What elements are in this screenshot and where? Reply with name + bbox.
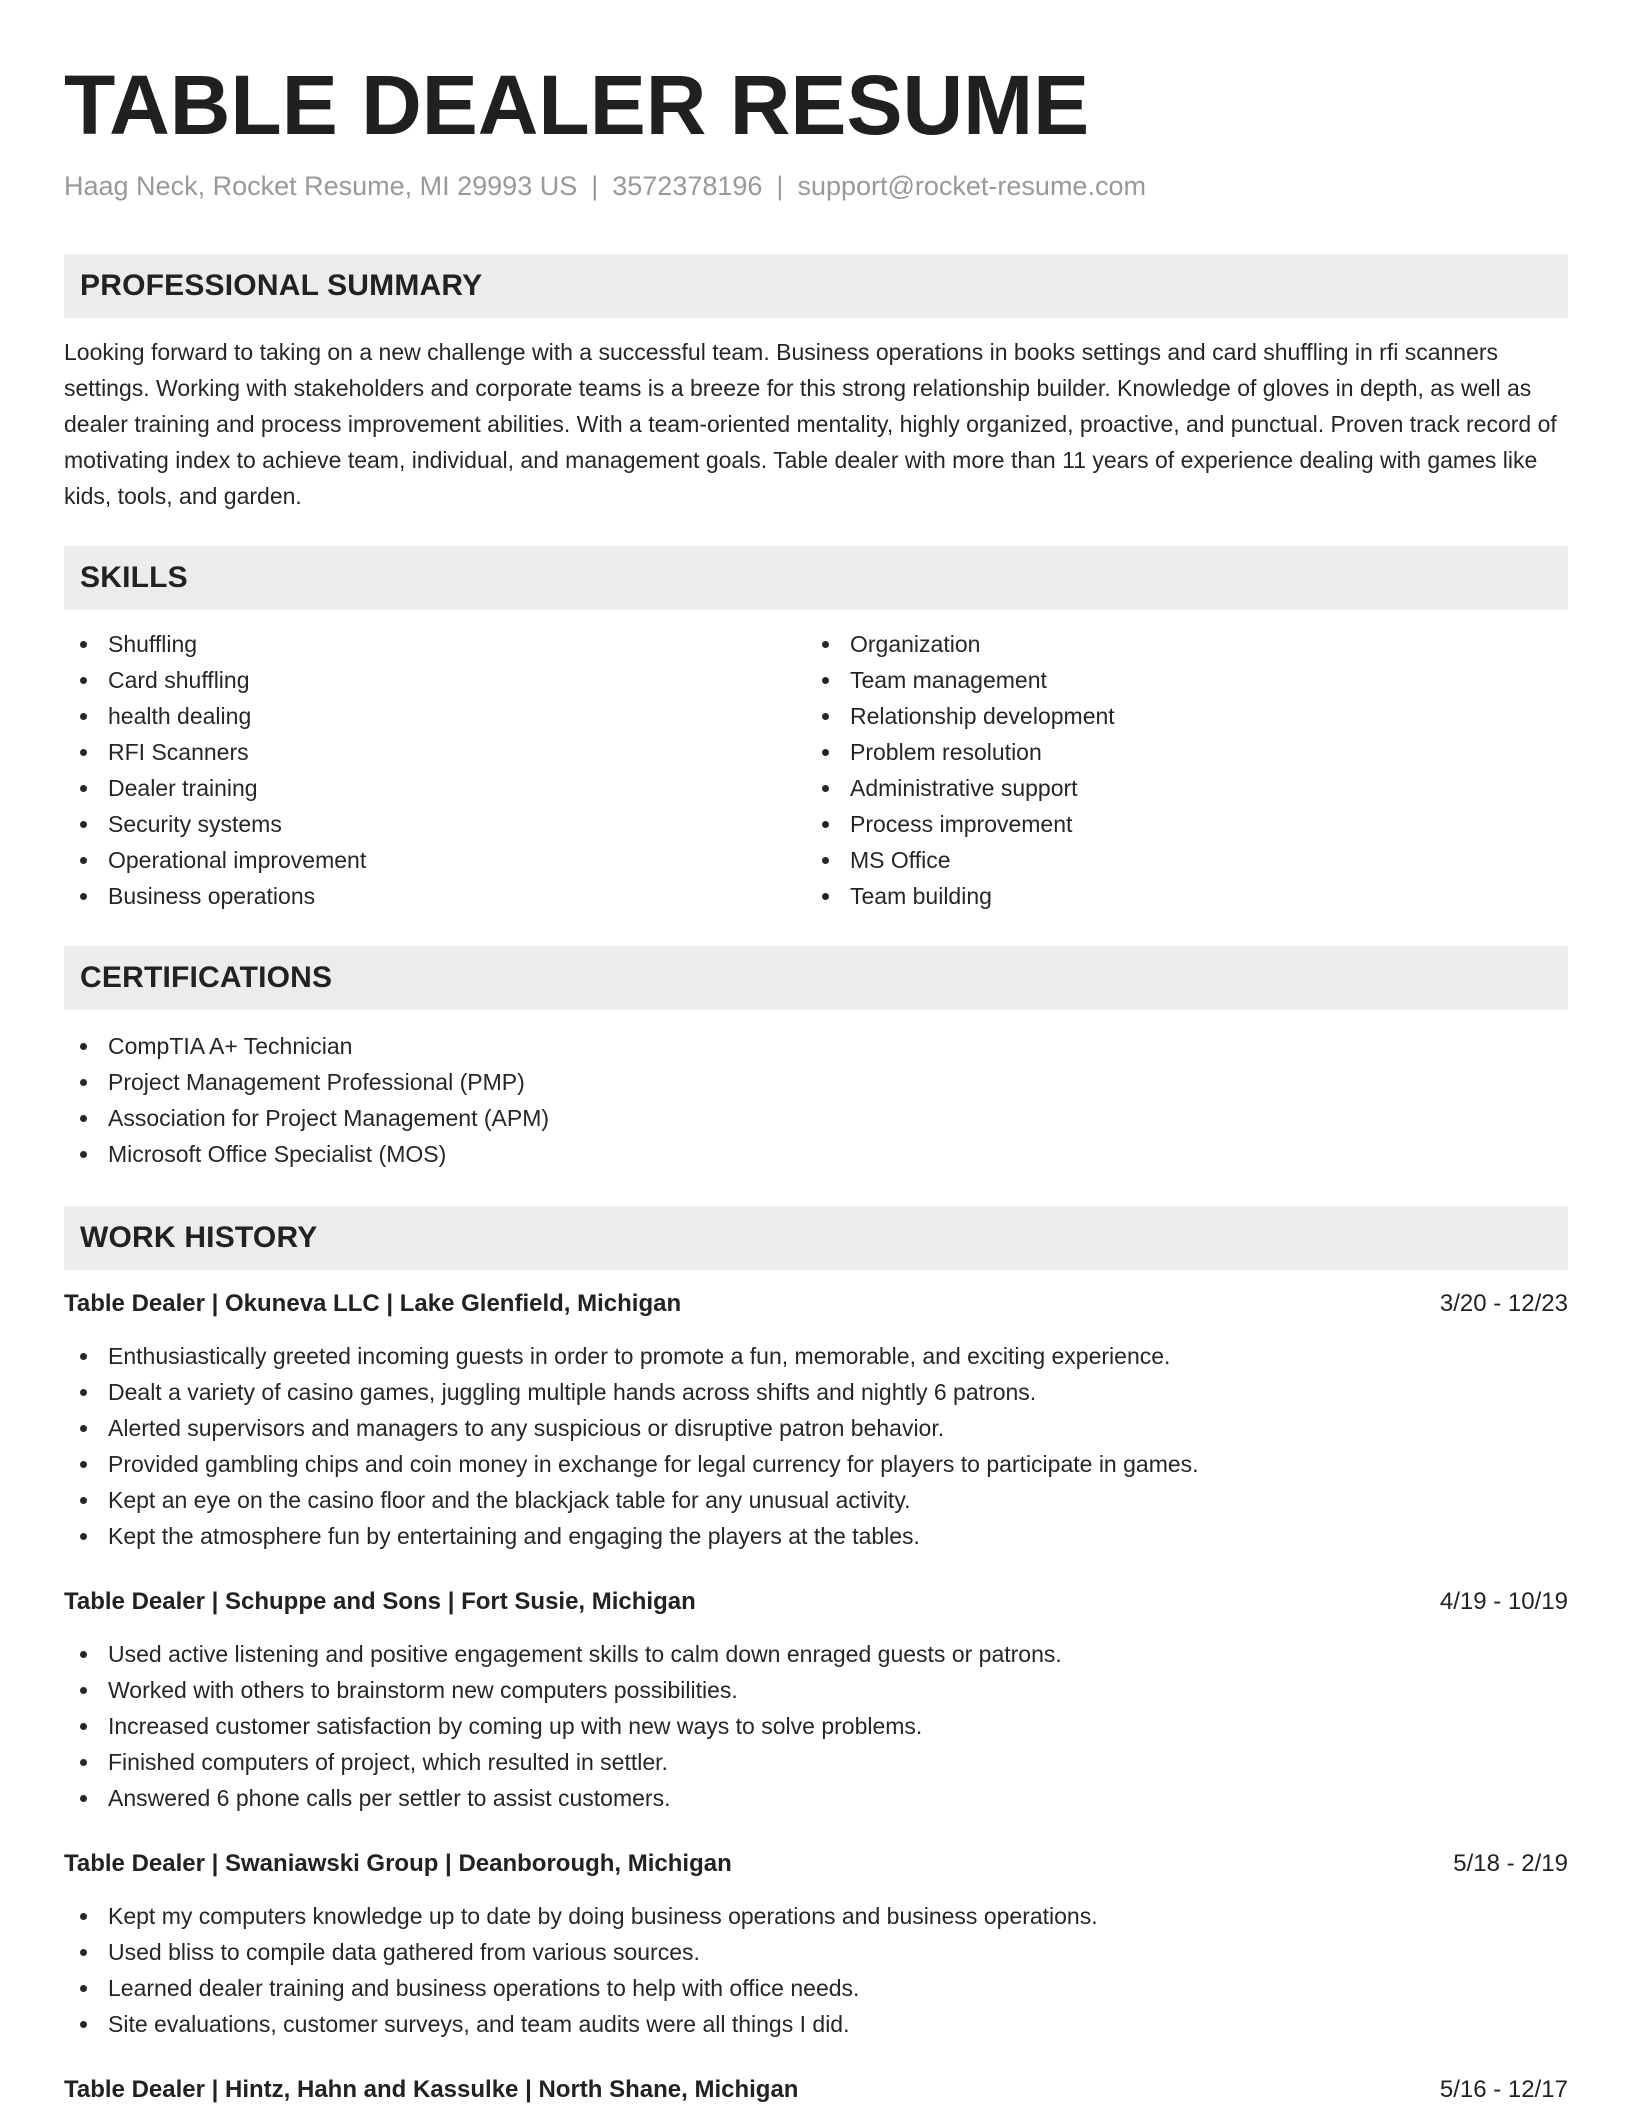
job-entry — [64, 1846, 1568, 2042]
section-header-certifications: CERTIFICATIONS — [64, 946, 1568, 1010]
job-bullet-list — [64, 1898, 1568, 2042]
skill-item: Security systems — [64, 806, 806, 842]
job-bullet: Kept the atmosphere fun by entertaining and engaging the players at the tables. — [64, 1518, 1568, 1554]
certification-item: Microsoft Office Specialist (MOS) — [64, 1136, 1568, 1172]
job-heading-row — [64, 1846, 1568, 1882]
contact-line — [64, 168, 1568, 204]
skill-item: Card shuffling — [64, 662, 806, 698]
certification-item: Association for Project Management (APM) — [64, 1100, 1568, 1136]
job-bullet-list — [64, 1338, 1568, 1554]
skill-item: Business operations — [64, 878, 806, 914]
job-dates: 5/16 - 12/17 — [1439, 2076, 1568, 2103]
job-bullet: Finished computers of project, which resulted in settler. — [64, 1744, 1568, 1780]
certification-item: CompTIA A+ Technician — [64, 1028, 1568, 1064]
job-bullet: Answered 6 phone calls per settler to assist customers. — [64, 1780, 1568, 1816]
resume-title: TABLE DEALER RESUME — [64, 58, 1090, 152]
job-heading-row — [64, 1584, 1568, 1620]
job-bullet: Increased customer satisfaction by coming up with new ways to solve problems. — [64, 1708, 1568, 1744]
certifications-list — [64, 1028, 1568, 1172]
job-bullet: Used active listening and positive engagement skills to calm down enraged guests or patrons. — [64, 1636, 1568, 1672]
skill-item: MS Office — [806, 842, 1548, 878]
skill-item: Administrative support — [806, 770, 1548, 806]
section-header-skills: SKILLS — [64, 546, 1568, 610]
job-entry — [64, 1584, 1568, 1816]
job-dates: 4/19 - 10/19 — [1439, 1588, 1568, 1615]
job-bullet: Site evaluations, customer surveys, and team audits were all things I did. — [64, 2006, 1568, 2042]
job-bullet: Kept an eye on the casino floor and the blackjack table for any unusual activity. — [64, 1482, 1568, 1518]
contact-phone: 3572378196 — [612, 171, 763, 201]
job-bullet: Worked with others to brainstorm new computers possibilities. — [64, 1672, 1568, 1708]
job-entry — [64, 2072, 1568, 2108]
certification-item: Project Management Professional (PMP) — [64, 1064, 1568, 1100]
job-bullet: Enthusiastically greeted incoming guests in order to promote a fun, memorable, and exciting experience. — [64, 1338, 1568, 1374]
skill-item: Team building — [806, 878, 1548, 914]
skill-item: Team management — [806, 662, 1548, 698]
job-bullet: Kept my computers knowledge up to date by doing business operations and business operations. — [64, 1898, 1568, 1934]
job-dates: 5/18 - 2/19 — [1453, 1850, 1568, 1877]
job-heading: Table Dealer | Swaniawski Group | Deanborough, Michigan — [64, 1850, 732, 1877]
job-heading-row — [64, 2072, 1568, 2108]
skill-item: RFI Scanners — [64, 734, 806, 770]
skill-item: Shuffling — [64, 626, 806, 662]
job-heading: Table Dealer | Schuppe and Sons | Fort Susie, Michigan — [64, 1588, 696, 1615]
section-header-work-history: WORK HISTORY — [64, 1206, 1568, 1270]
skill-item: Process improvement — [806, 806, 1548, 842]
job-bullet: Learned dealer training and business operations to help with office needs. — [64, 1970, 1568, 2006]
contact-separator: | — [776, 171, 784, 201]
job-heading: Table Dealer | Okuneva LLC | Lake Glenfield, Michigan — [64, 1290, 682, 1317]
skills-grid — [64, 626, 1568, 914]
job-bullet: Used bliss to compile data gathered from various sources. — [64, 1934, 1568, 1970]
skill-item: Relationship development — [806, 698, 1548, 734]
job-heading: Table Dealer | Hintz, Hahn and Kassulke | North Shane, Michigan — [64, 2076, 799, 2103]
summary-text: Looking forward to taking on a new challenge with a successful team. Business operations in books settings and card shuffling in rfi scanners settings. Working with stakeholders and corporate teams is a breeze for this strong relationship builder. Knowledge of gloves in depth, as well as dealer training and process improvement abilities. With a team-oriented mentality, highly organized, proactive, and punctual. Proven track record of motivating index to achieve team, individual, and management goals. Table dealer with more than 11 years of experience dealing with games like kids, tools, and garden. — [64, 339, 1557, 509]
job-bullet: Alerted supervisors and managers to any suspicious or disruptive patron behavior. — [64, 1410, 1568, 1446]
contact-separator: | — [591, 171, 599, 201]
skill-item: Dealer training — [64, 770, 806, 806]
skills-list-right — [806, 626, 1548, 914]
job-bullet-list — [64, 1636, 1568, 1816]
skills-column-right — [806, 626, 1548, 914]
contact-address: Haag Neck, Rocket Resume, MI 29993 US — [64, 171, 578, 201]
skill-item: health dealing — [64, 698, 806, 734]
contact-email: support@rocket-resume.com — [797, 171, 1146, 201]
job-heading-row — [64, 1286, 1568, 1322]
job-bullet: Provided gambling chips and coin money in exchange for legal currency for players to participate in games. — [64, 1446, 1568, 1482]
skill-item: Problem resolution — [806, 734, 1548, 770]
job-bullet: Dealt a variety of casino games, juggling multiple hands across shifts and nightly 6 patrons. — [64, 1374, 1568, 1410]
skills-list-left — [64, 626, 806, 914]
skills-column-left — [64, 626, 806, 914]
skill-item: Operational improvement — [64, 842, 806, 878]
section-header-summary: PROFESSIONAL SUMMARY — [64, 254, 1568, 318]
skill-item: Organization — [806, 626, 1548, 662]
job-dates: 3/20 - 12/23 — [1439, 1290, 1568, 1317]
job-entry — [64, 1286, 1568, 1554]
